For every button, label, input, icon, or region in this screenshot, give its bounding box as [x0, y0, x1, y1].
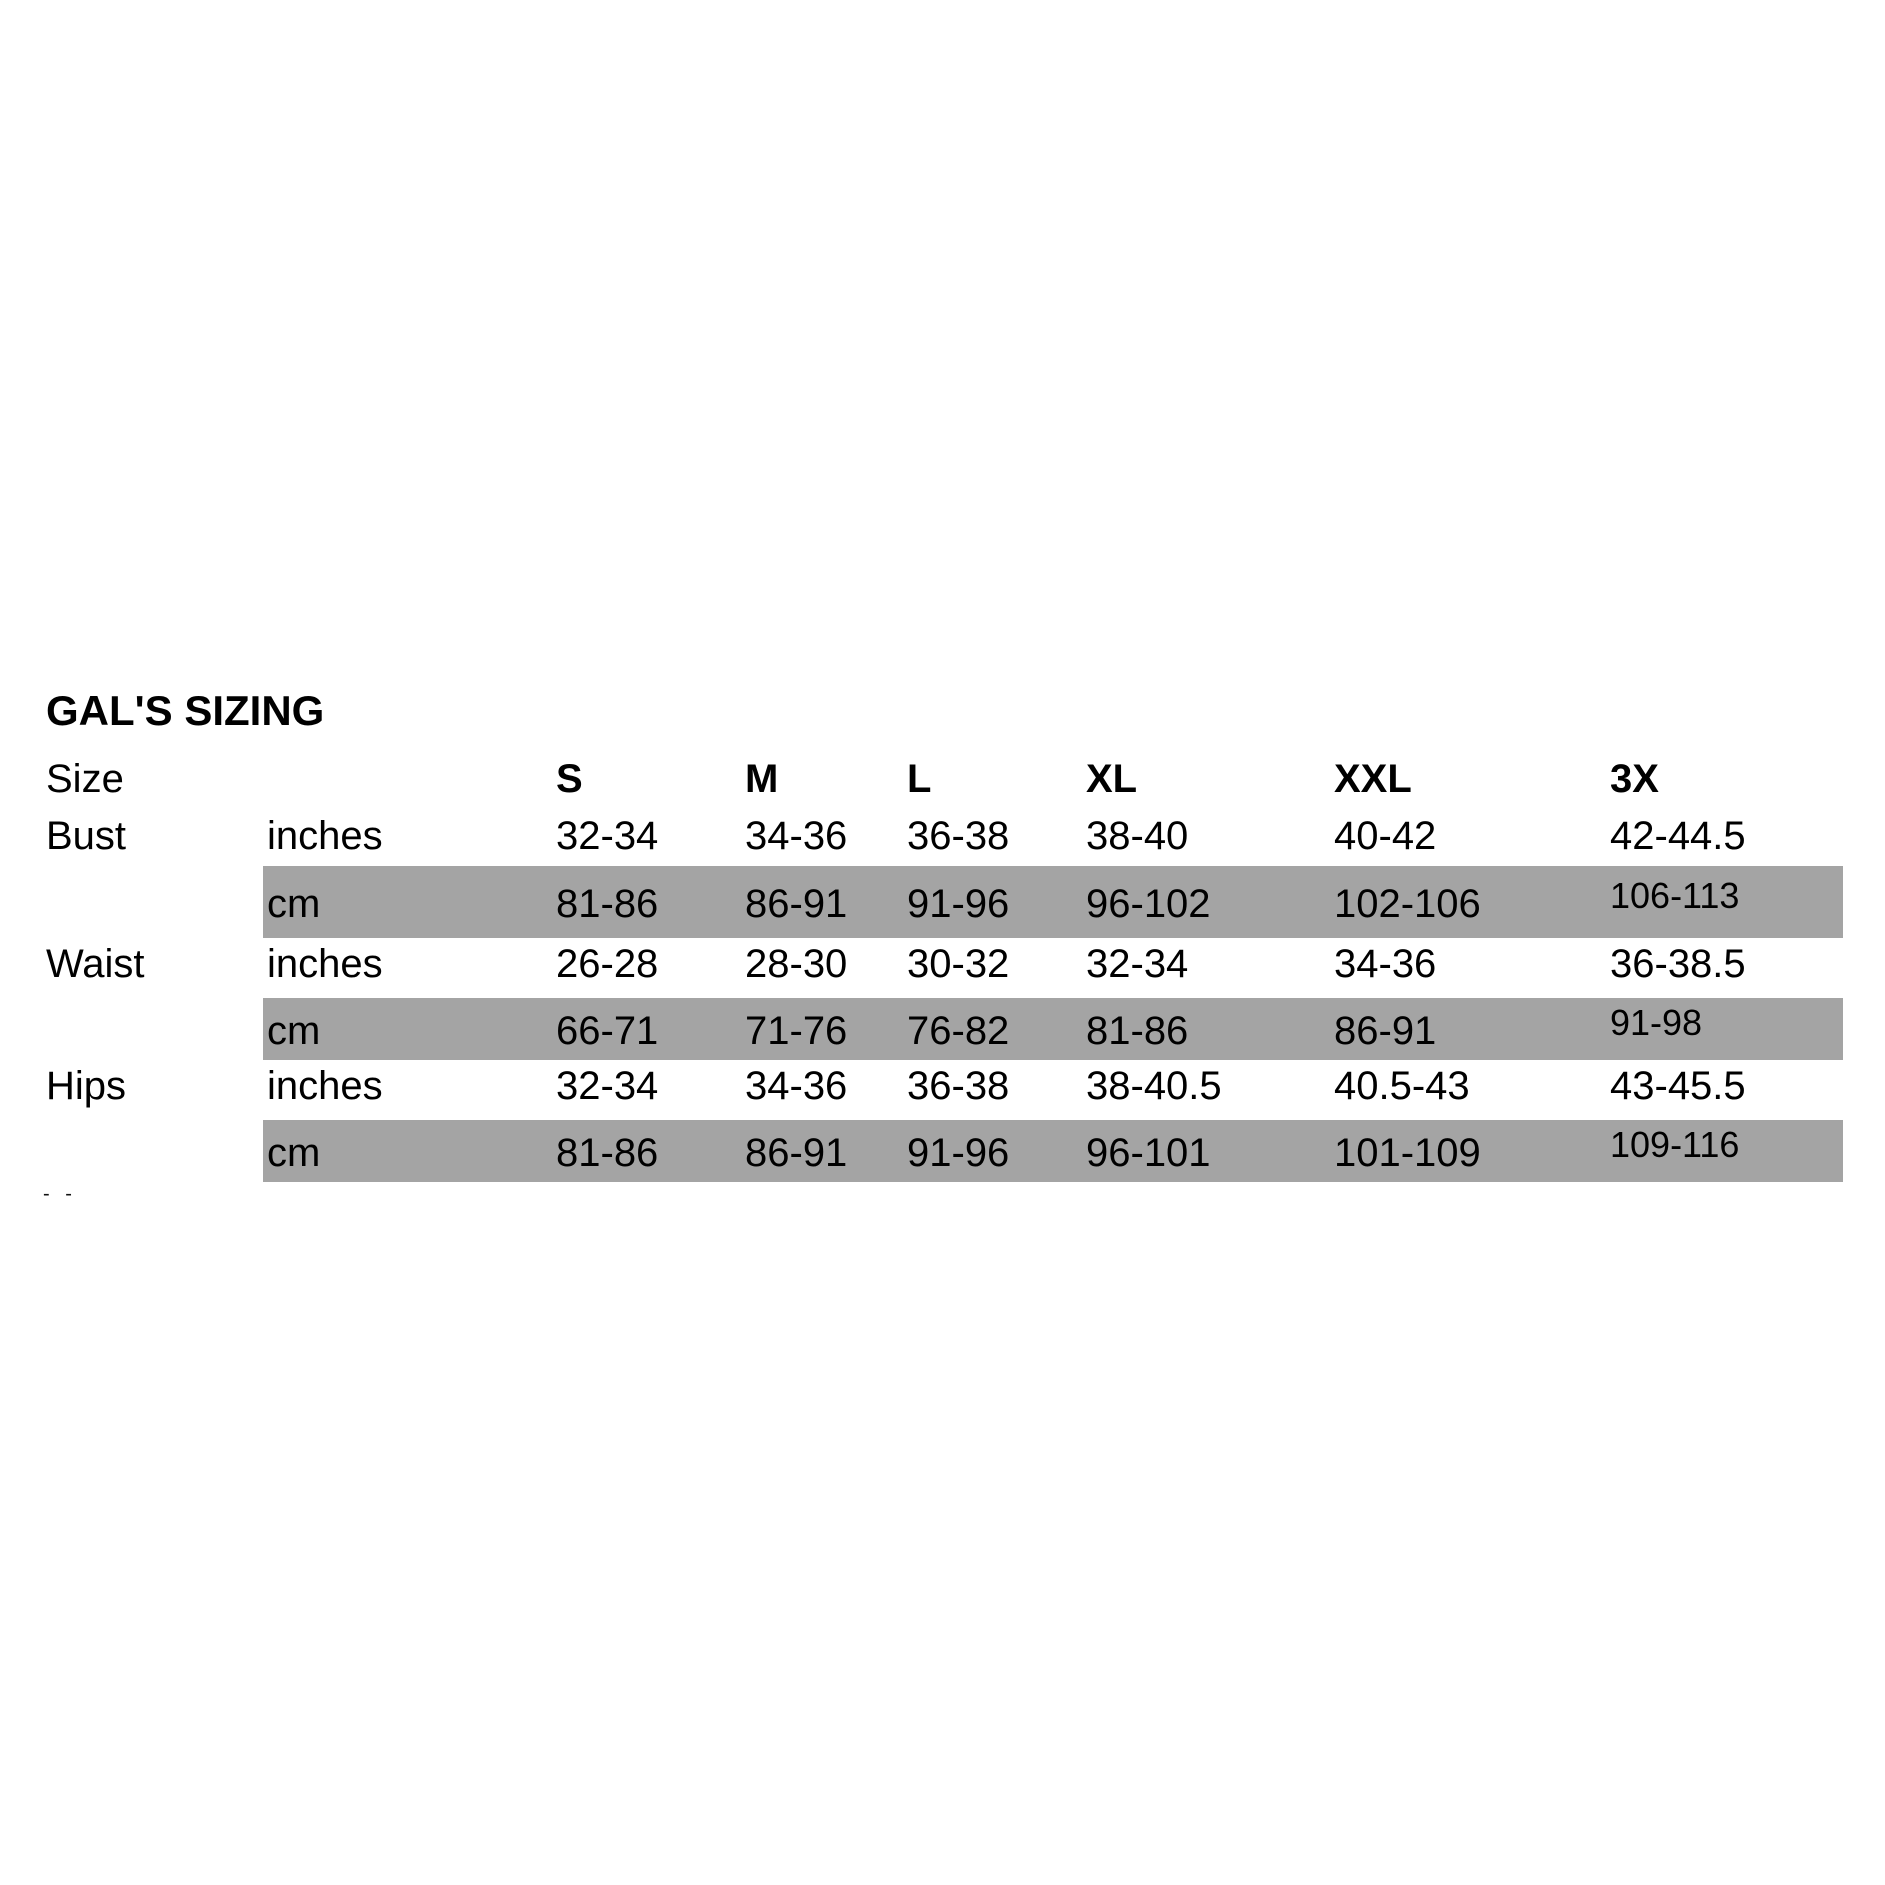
cell-hips-inches-xxl: 40.5-43 — [1334, 1064, 1470, 1108]
size-header-label: Size — [46, 757, 124, 801]
cell-bust-inches-m: 34-36 — [745, 814, 848, 858]
cell-waist-inches-l: 30-32 — [907, 942, 1010, 986]
col-header-l: L — [907, 757, 932, 801]
cell-hips-cm-xl: 96-101 — [1086, 1131, 1211, 1175]
row-label-hips: Hips — [46, 1064, 127, 1108]
cell-bust-cm-l: 91-96 — [907, 882, 1010, 926]
cell-waist-cm-3x: 91-98 — [1610, 1002, 1703, 1043]
cell-bust-inches-l: 36-38 — [907, 814, 1010, 858]
cell-waist-cm-s: 66-71 — [556, 1009, 659, 1053]
size-header-row — [0, 757, 1885, 801]
bust-unit-cm-label: cm — [267, 882, 321, 926]
cell-bust-inches-s: 32-34 — [556, 814, 659, 858]
cell-waist-inches-3x: 36-38.5 — [1610, 942, 1746, 986]
cell-waist-inches-m: 28-30 — [745, 942, 848, 986]
cell-bust-cm-xl: 96-102 — [1086, 882, 1211, 926]
bust-cm-row — [263, 866, 1843, 938]
cell-hips-cm-s: 81-86 — [556, 1131, 659, 1175]
cell-bust-inches-xl: 38-40 — [1086, 814, 1189, 858]
waist-unit-cm-label: cm — [267, 1009, 321, 1053]
waist-inches-row — [0, 942, 1885, 986]
bust-unit-inches-label: inches — [267, 814, 383, 858]
cell-bust-inches-3x: 42-44.5 — [1610, 814, 1746, 858]
cell-hips-inches-m: 34-36 — [745, 1064, 848, 1108]
cell-bust-cm-s: 81-86 — [556, 882, 659, 926]
bust-inches-row — [0, 814, 1885, 858]
cell-bust-cm-3x: 106-113 — [1610, 875, 1740, 916]
cell-bust-cm-m: 86-91 — [745, 882, 848, 926]
hips-cm-row — [263, 1120, 1843, 1182]
cell-hips-inches-3x: 43-45.5 — [1610, 1064, 1746, 1108]
hips-unit-cm-label: cm — [267, 1131, 321, 1175]
cropped-text-artifact: - - — [43, 1183, 77, 1205]
hips-unit-inches-label: inches — [267, 1064, 383, 1108]
waist-unit-inches-label: inches — [267, 942, 383, 986]
col-header-s: S — [556, 757, 583, 801]
cell-hips-cm-m: 86-91 — [745, 1131, 848, 1175]
cell-waist-inches-xl: 32-34 — [1086, 942, 1189, 986]
cell-bust-cm-xxl: 102-106 — [1334, 882, 1481, 926]
col-header-xl: XL — [1086, 757, 1138, 801]
row-label-bust: Bust — [46, 814, 127, 858]
page-title: GAL'S SIZING — [46, 687, 325, 734]
cell-hips-inches-l: 36-38 — [907, 1064, 1010, 1108]
col-header-3x: 3X — [1610, 757, 1659, 801]
cell-bust-inches-xxl: 40-42 — [1334, 814, 1437, 858]
col-header-m: M — [745, 757, 779, 801]
cell-waist-cm-xl: 81-86 — [1086, 1009, 1189, 1053]
hips-inches-row — [0, 1064, 1885, 1108]
row-label-waist: Waist — [46, 942, 145, 986]
waist-cm-row — [263, 998, 1843, 1060]
cell-waist-cm-l: 76-82 — [907, 1009, 1010, 1053]
cell-hips-cm-l: 91-96 — [907, 1131, 1010, 1175]
col-header-xxl: XXL — [1334, 757, 1412, 801]
cell-waist-inches-xxl: 34-36 — [1334, 942, 1437, 986]
cell-waist-inches-s: 26-28 — [556, 942, 659, 986]
cell-waist-cm-xxl: 86-91 — [1334, 1009, 1437, 1053]
cell-hips-cm-xxl: 101-109 — [1334, 1131, 1481, 1175]
cell-waist-cm-m: 71-76 — [745, 1009, 848, 1053]
cell-hips-cm-3x: 109-116 — [1610, 1124, 1740, 1165]
cell-hips-inches-xl: 38-40.5 — [1086, 1064, 1222, 1108]
cell-hips-inches-s: 32-34 — [556, 1064, 659, 1108]
